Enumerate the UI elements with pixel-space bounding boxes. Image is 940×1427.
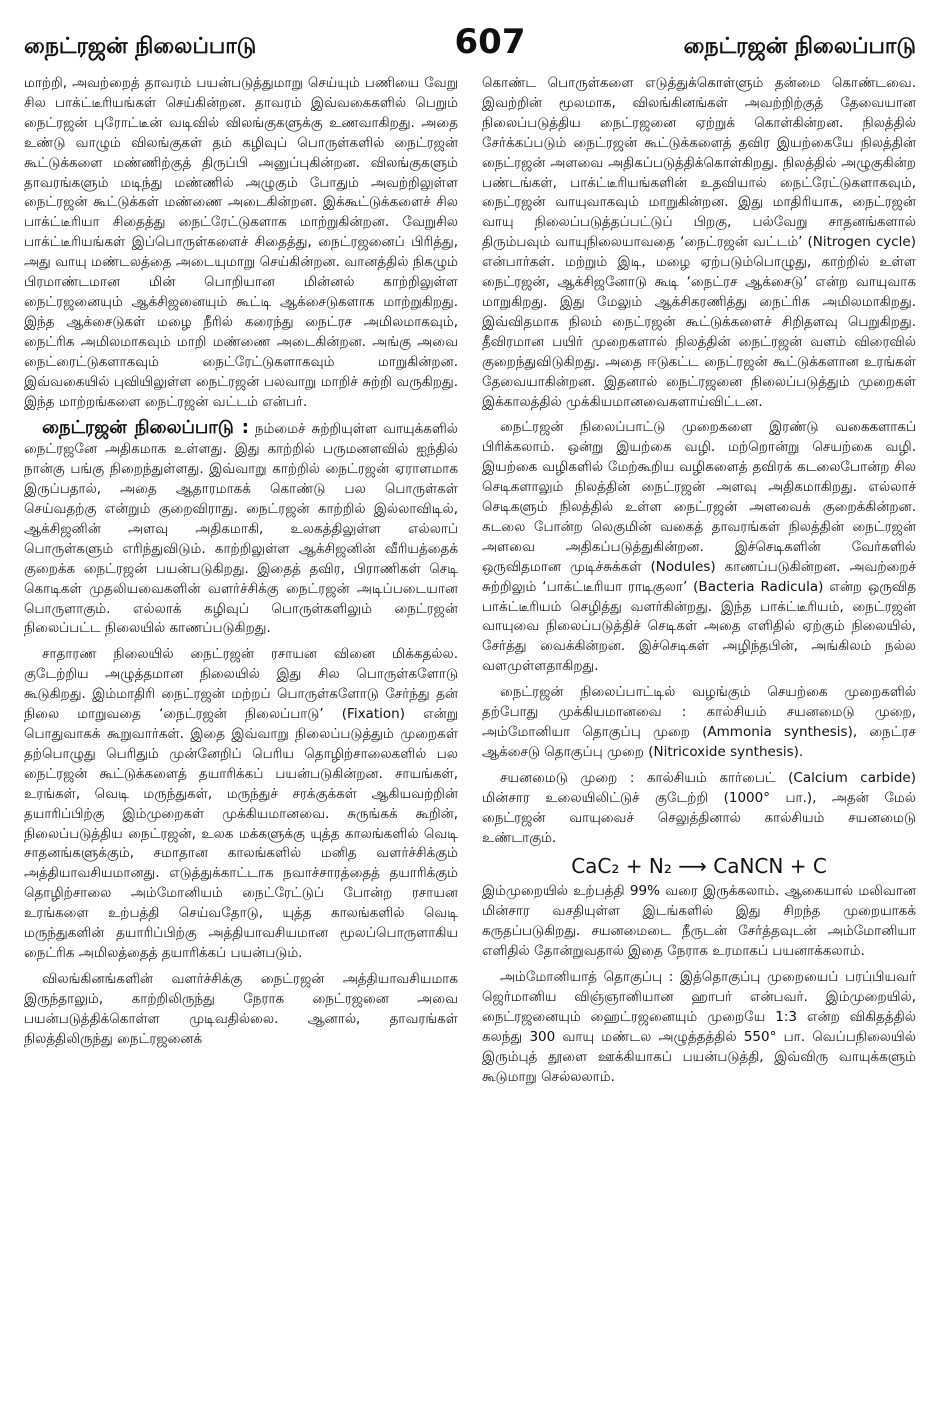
paragraph: விலங்கினங்களின் வளர்ச்சிக்கு நைட்ரஜன் அத்தியாவசியமாக இருந்தாலும், காற்றிலிருந்து நேராக நைட்ரஜனை அவை பயன்படுத்திக்கொள்ள முடிவதில்லை. ஆனால், தாவரங்கள் நிலத்திலிருந்து நைட்ரஜனைக் (24, 970, 458, 1047)
page-number: 607 (454, 22, 526, 62)
running-head-right: நைட்ரஜன் நிலைப்பாடு (683, 34, 916, 59)
paragraph: மாற்றி, அவற்றைத் தாவரம் பயன்படுத்துமாறு செய்யும் பணியை வேறு சில பாக்ட்டீரியங்கள் செய்கின்றன. தாவரம் இவ்வகைகளில் பெறும் நைட்ரஜன் புரோட்டீன் வடிவில் விலங்குகளுக்கு உணவாகிறது. அதை உண்டு வாழும் விலங்குகள் தம் கழிவுப் பொருள்களில் நைட்ரஜன் கூட்டுக்களை மண்ணிற்குத் திருப்பி அனுப்புகின்றன. விலங்குகளும் தாவரங்களும் மடிந்து மண்ணில் அழுகும் போதும் அவற்றிலுள்ள நைட்ரஜன் கூட்டுக்கள் மண்ணை அடைகின்றன. இக்கூட்டுக்களைச் சில பாக்ட்டீரியா சிதைத்து நைட்ரேட்டுகளாக மாற்றுகின்றன. வேறுசில பாக்ட்டீரியங்கள் இப்பொருள்களைச் சிதைத்து, நைட்ரஜனைப் பிரித்து, அது வாயு மண்டலத்தை அடையுமாறு செய்கின்றன. வானத்தில் நிகழும் பிரமாண்டமான மின் பொறியான மின்னல் காற்றிலுள்ள நைட்ரஜனையும் ஆக்சிஜனையும் கூட்டி ஆக்சைடுகளாக மாற்றுகிறது. இந்த ஆக்சைடுகள் மழை நீரில் கரைந்து நைட்ரச அமிலமாகவும், நைட்ரிக அமிலமாகவும் மாறி மண்ணை அடைகின்றன. அங்கு அவை நைட்ரைட்டுகளாகவும் நைட்ரேட்டுகளாகவும் மாறுகின்றன. இவ்வகையில் புவியிலுள்ள நைட்ரஜன் பலவாறு மாறிச் சுற்றி வருகிறது. இந்த மாற்றங்களை நைட்ரஜன் வட்டம் என்பர். (24, 75, 458, 410)
paragraph: அம்மோனியாத் தொகுப்பு : இத்தொகுப்பு முறையைப் பரப்பியவர் ஜெர்மானிய விஞ்ஞானியான ஹாபர் என்பவர். இம்முறையில், நைட்ரஜனையும் ஹைட்ரஜனையும் முறையே 1:3 என்ற விகிதத்தில் கலந்து 300 வாயு மண்டல அழுத்தத்தில் 550° பா. வெப்பநிலையில் இரும்புத் தூளை ஊக்கியாகப் பயன்படுத்தி, இவ்விரு வாயுக்களும் கூடுமாறு செல்லலாம். (482, 969, 916, 1085)
page-header (24, 18, 916, 62)
paragraph (24, 418, 458, 639)
chemical-equation: CaC₂ + N₂ ⟶ CaNCN + C (571, 854, 827, 879)
paragraph: சாதாரண நிலையில் நைட்ரஜன் ரசாயன வினை மிக்கதல்ல. குடேற்றிய அழுத்தமான நிலையில் இது சில பொருள்களோடு கூடுகிறது. இம்மாதிரி நைட்ரஜன் மற்றப் பொருள்களோடு சேர்ந்து தன் நிலை மாறுவதை ‘நைட்ரஜன் நிலைப்பாடு’ (Fixation) என்று பொதுவாகக் கூறுவார்கள். இதை இவ்வாறு நிலைப்படுத்தும் முறைகள் தற்பொழுது பெரிதும் முன்னேறிப் பெரிய தொழிற்சாலைகளில் பல நைட்ரஜன் கூட்டுக்களைத் தயாரிக்கப் பயன்படுகின்றன. சாயங்கள், உரங்கள், வெடி மருந்துகள், மருந்துச் சரக்குக்கள் ஆகியவற்றின் தயாரிப்பிற்கு இம்முறைகள் முக்கியமானவை. சுருங்கக் கூறின், நிலைப்படுத்திய நைட்ரஜன், உலக மக்களுக்கு யுத்த காலங்களில் வெடி சாதனங்களுக்கும், சமாதான காலங்களில் மனித வளர்ச்சிக்கும் அத்தியாவசியமானது. எடுத்துக்காட்டாக நவாச்சாரத்தைத் தயாரிக்கும் தொழிற்சாலை அம்மோனியம் நைட்ரேட்டுப் போன்ற ரசாயன உரங்களை உற்பத்தி செய்வதோடு, யுத்த காலங்களில் வெடி மருந்துகளின் தயாரிப்பிற்கு அத்தியாவசியமான மூலப்பொருளாகிய நைட்ரிக அமிலத்தைத் தயாரிக்கப் பயன்படும். (24, 646, 458, 961)
right-column (482, 74, 916, 1094)
text-columns (24, 74, 916, 1094)
paragraph: கொண்ட பொருள்களை எடுத்துக்கொள்ளும் தன்மை கொண்டவை. இவற்றின் மூலமாக, விலங்கினங்கள் அவற்றிற்குத் தேவையான நிலைப்படுத்திய நைட்ரஜனை ஏற்றுக் கொள்கின்றன. நிலத்தில் சேர்க்கப்படும் நைட்ரஜன் கூட்டுக்களைத் தவிர இயற்கையே நிலத்தின் நைட்ரஜன் அளவை அதிகப்படுத்திக்கொள்கிறது. நிலத்தில் அழுகுகின்ற பண்டங்கள், பாக்ட்டீரியங்களின் உதவியால் நைட்ரேட்டுகளாகவும், நைட்ரஜன் வாயுவாகவும் மாறுகின்றன. இது மாதிரியாக, நைட்ரஜன் வாயு நிலைப்படுத்தப்பட்டுப் பிறகு, பல்வேறு சாதனங்களால் திரும்பவும் வாயுநிலையாவதை ‘நைட்ரஜன் வட்டம்’ (Nitrogen cycle) என்பார்கள். மற்றும் இடி, மழை ஏற்படும்பொழுது, காற்றில் உள்ள நைட்ரஜன், ஆக்சிஜனோடு கூடி ‘நைட்ரச ஆக்சைடு’ என்ற வாயுவாக மாறுகிறது. இது மேலும் ஆக்சிகரணித்து நைட்ரிக அமிலமாகிறது. இவ்விதமாக நிலம் நைட்ரஜன் கூட்டுக்களைச் சிறிதளவு பெறுகிறது. தீவிரமான பயிர் முறைகளால் நிலத்தின் நைட்ரஜன் வளம் விரைவில் குறைந்துவிடுகிறது. அதை ஈடுகட்ட நைட்ரஜன் கூட்டுக்களான உரங்கள் தேவையாகின்றன. இதனால் நைட்ரஜனை நிலைப்படுத்தும் முறைகள் இக்காலத்தில் முக்கியமானவைகளாய்விட்டன. (482, 75, 916, 410)
left-column (24, 74, 458, 1094)
paragraph-text: நம்மைச் சுற்றியுள்ள வாயுக்களில் நைட்ரஜனே அதிகமாக உள்ளது. இது காற்றில் பருமனளவில் ஐந்தில் நான்கு பங்கு நிறைந்துள்ளது. இவ்வாறு காற்றில் நைட்ரஜன் ஏராளமாக இருப்பதால், அதை ஆதாரமாகக் கொண்டு பல பொருள்கள் செய்வதற்கு என்றும் குறைவிராது. நைட்ரஜன் காற்றில் இல்லாவிடில், ஆக்சிஜனின் அளவு அதிகமாகி, உலகத்திலுள்ள எல்லாப் பொருள்களும் எரிந்துவிடும். காற்றிலுள்ள ஆக்சிஜனின் வீரியத்தைக் குறைக்க நைட்ரஜன் பயன்படுகிறது. இதைத் தவிர, பிராணிகள் செடி கொடிகள் முதலியவைகளின் வளர்ச்சிக்கு நைட்ரஜன் அடிப்படையான பொருளாகும். எல்லாக் கழிவுப் பொருள்களிலும் நைட்ரஜன் நிலைப்பட்ட நிலையில் காணப்படுகிறது. (24, 421, 458, 637)
paragraph: இம்முறையில் உற்பத்தி 99% வரை இருக்கலாம். ஆகையால் மலிவான மின்சார வசதியுள்ள இடங்களில் இது சிறந்த முறையாகக் கருதப்படுகிறது. சயனமைடை நீருடன் சேர்த்தவுடன் அம்மோனியா எளிதில் தோன்றுவதால் இதை நேராக உரமாகப் பயனாக்கலாம். (482, 883, 916, 960)
paragraph: சயனமைடு முறை : கால்சியம் கார்பைட் (Calcium carbide) மின்சார உலையிலிட்டுச் குடேற்றி (1000° பா.), அதன் மேல் நைட்ரஜன் வாயுவைச் செலுத்தினால் கால்சியம் சயனமைடு உண்டாகும். (482, 769, 916, 846)
running-head-left: நைட்ரஜன் நிலைப்பாடு (24, 34, 257, 59)
paragraph: நைட்ரஜன் நிலைப்பாட்டில் வழங்கும் செயற்கை முறைகளில் தற்போது முக்கியமானவை : கால்சியம் சயனமைடு முறை, அம்மோனியா தொகுப்பு முறை (Ammonia synthesis), நைட்ரச ஆக்சைடு தொகுப்பு முறை (Nitricoxide synthesis). (482, 684, 916, 760)
section-heading: நைட்ரஜன் நிலைப்பாடு : (42, 417, 249, 439)
paragraph: நைட்ரஜன் நிலைப்பாட்டு முறைகளை இரண்டு வகைகளாகப் பிரிக்கலாம். ஒன்று இயற்கை வழி. மற்றொன்று செயற்கை வழி. இயற்கை வழிகளில் மேற்கூறிய வழிகளைத் தவிரக் கடலைபோன்ற சில செடிகளாலும் நிலத்தின் நைட்ரஜன் அளவு அதிகமாகிறது. எல்லாச் செடிகளும் நிலத்தில் உள்ள நைட்ரஜன் அளவைக் குறைக்கின்றன. கடலை போன்ற லெகுமின் வகைத் தாவரங்கள் நிலத்தின் நைட்ரஜன் அளவை அதிகப்படுத்துகின்றன. இச்செடிகளின் வேர்களில் ஒருவிதமான முடிச்சுக்கள் (Nodules) காணப்படுகின்றன. அவற்றைச் சுற்றிலும் ‘பாக்ட்டீரியா ராடிகுலா’ (Bacteria Radicula) என்ற ஒருவித பாக்ட்டீரியம் செழித்து வளர்கின்றது. இந்த பாக்ட்டீரியம், நைட்ரஜன் வாயுவை நிலைப்படுத்திச் செடிகள் அதை எளிதில் ஏற்கும் நிலையில், சேர்த்து வைக்கின்றன. இச்செடிகள் அழிந்தபின், அங்கிலம் நல்ல வளமுள்ளதாகிறது. (482, 419, 916, 675)
